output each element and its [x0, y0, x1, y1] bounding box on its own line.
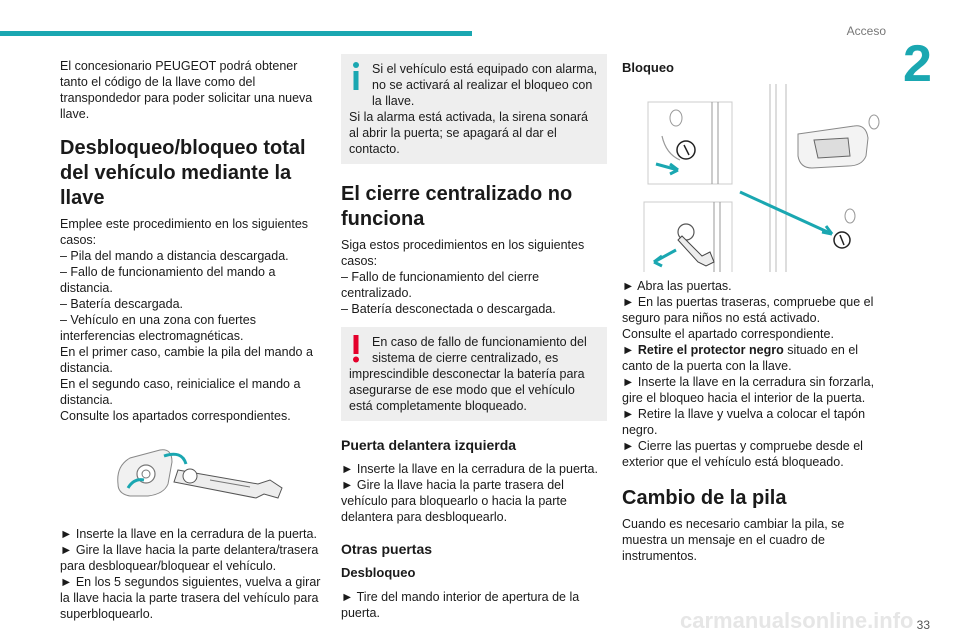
warning-icon [350, 334, 362, 364]
step-remove-cap-bold: ► Retire el protector negro [622, 343, 784, 357]
battery-text: Cuando es necesario cambiar la pila, se muestra un mensaje en el cuadro de instrumentos. [622, 517, 845, 563]
case-item: – Pila del mando a distancia descargada. [60, 249, 289, 263]
subheading-locking: Bloqueo [622, 60, 674, 75]
step-refit-cap: ► Retire la llave y vuelva a colocar el tapón negro. [622, 407, 866, 437]
key-in-lock-illustration [60, 436, 326, 514]
warning-note-first: En caso de fallo de funcionamiento del sistema de cierre centralizado, es [372, 335, 587, 365]
subheading-other-doors: Otras puertas [341, 541, 433, 557]
case1-text: En el primer caso, cambie la pila del mando a distancia. [60, 345, 313, 375]
cases-lead: Siga estos procedimientos en los siguientes casos: [341, 238, 585, 268]
case-item: – Fallo de funcionamiento del mando a distancia. [60, 265, 276, 295]
intro-paragraph: El concesionario PEUGEOT podrá obtener tanto el código de la llave como del transpondedor para poder solicitar una nueva llave. [60, 59, 313, 121]
column-2 [341, 58, 607, 621]
column-1 [60, 58, 326, 622]
case-item: – Fallo de funcionamiento del cierre centralizado. [341, 270, 540, 300]
step-close-doors: ► Cierre las puertas y compruebe desde el exterior que el vehículo está bloqueado. [622, 439, 863, 469]
step-remove-cap [622, 342, 888, 374]
step-turn-key: ► Gire la llave hacia la parte delantera/trasera para desbloquear/bloquear el vehículo. [60, 543, 319, 573]
heading-battery-change: Cambio de la pila [622, 487, 787, 509]
cases-lead: Emplee este procedimiento en los siguientes casos: [60, 217, 309, 247]
page-number: 33 [916, 618, 930, 632]
subheading-front-left-door: Puerta delantera izquierda [341, 437, 517, 453]
info-note-rest: Si la alarma está activada, la sirena sonará al abrir la puerta; se apagará al dar el contacto. [349, 110, 589, 156]
section-name: Acceso [846, 24, 886, 38]
subheading-unlocking: Desbloqueo [341, 565, 416, 580]
see-section: Consulte el apartado correspondiente. [622, 327, 834, 341]
header-accent-bar [0, 31, 472, 36]
step-insert-key: ► Inserte la llave en la cerradura de la puerta. [60, 527, 317, 541]
case-item: – Batería descargada. [60, 297, 183, 311]
step-turn-key: ► Gire la llave hacia la parte trasera del vehículo para bloquearlo o hacia la parte delantera para desbloquearlo. [341, 478, 567, 524]
info-note-first: Si el vehículo está equipado con alarma, no se activará al realizar el bloqueo con la llave. [372, 62, 598, 108]
info-note [341, 54, 607, 164]
step-insert-key: ► Inserte la llave en la cerradura de la puerta. [341, 462, 598, 476]
warning-note [341, 327, 607, 421]
info-icon [350, 61, 362, 91]
step-pull-handle: ► Tire del mando interior de apertura de la puerta. [341, 590, 580, 620]
step-open-doors: ► Abra las puertas. [622, 279, 732, 293]
chapter-number: 2 [903, 35, 932, 93]
watermark: carmanualsonline.info [680, 608, 914, 633]
step-superlock: ► En los 5 segundos siguientes, vuelva a girar la llave hacia la parte trasera del vehículo para superbloquearlo. [60, 575, 321, 621]
step-remove-cap-rest: situado en el canto de la puerta con la llave. [622, 343, 859, 373]
case-item: – Vehículo en una zona con fuertes interferencias electromagnéticas. [60, 313, 256, 343]
step-insert-key: ► Inserte la llave en la cerradura sin forzarla, gire el bloqueo hacia el interior de la puerta. [622, 375, 875, 405]
door-lock-illustration [622, 84, 888, 272]
case2-text: En el segundo caso, reinicialice el mando a distancia. [60, 377, 301, 407]
step-child-lock: ► En las puertas traseras, compruebe que el seguro para niños no está activado. [622, 295, 874, 325]
warning-note-rest: imprescindible desconectar la batería para asegurarse de ese modo que el vehículo está completamente bloqueado. [349, 367, 585, 413]
heading-key-unlock: Desbloqueo/bloqueo total del vehículo mediante la llave [60, 137, 306, 209]
heading-central-locking: El cierre centralizado no funciona [341, 183, 573, 230]
see-sections: Consulte los apartados correspondientes. [60, 409, 291, 423]
case-item: – Batería desconectada o descargada. [341, 302, 556, 316]
column-3 [622, 58, 888, 564]
